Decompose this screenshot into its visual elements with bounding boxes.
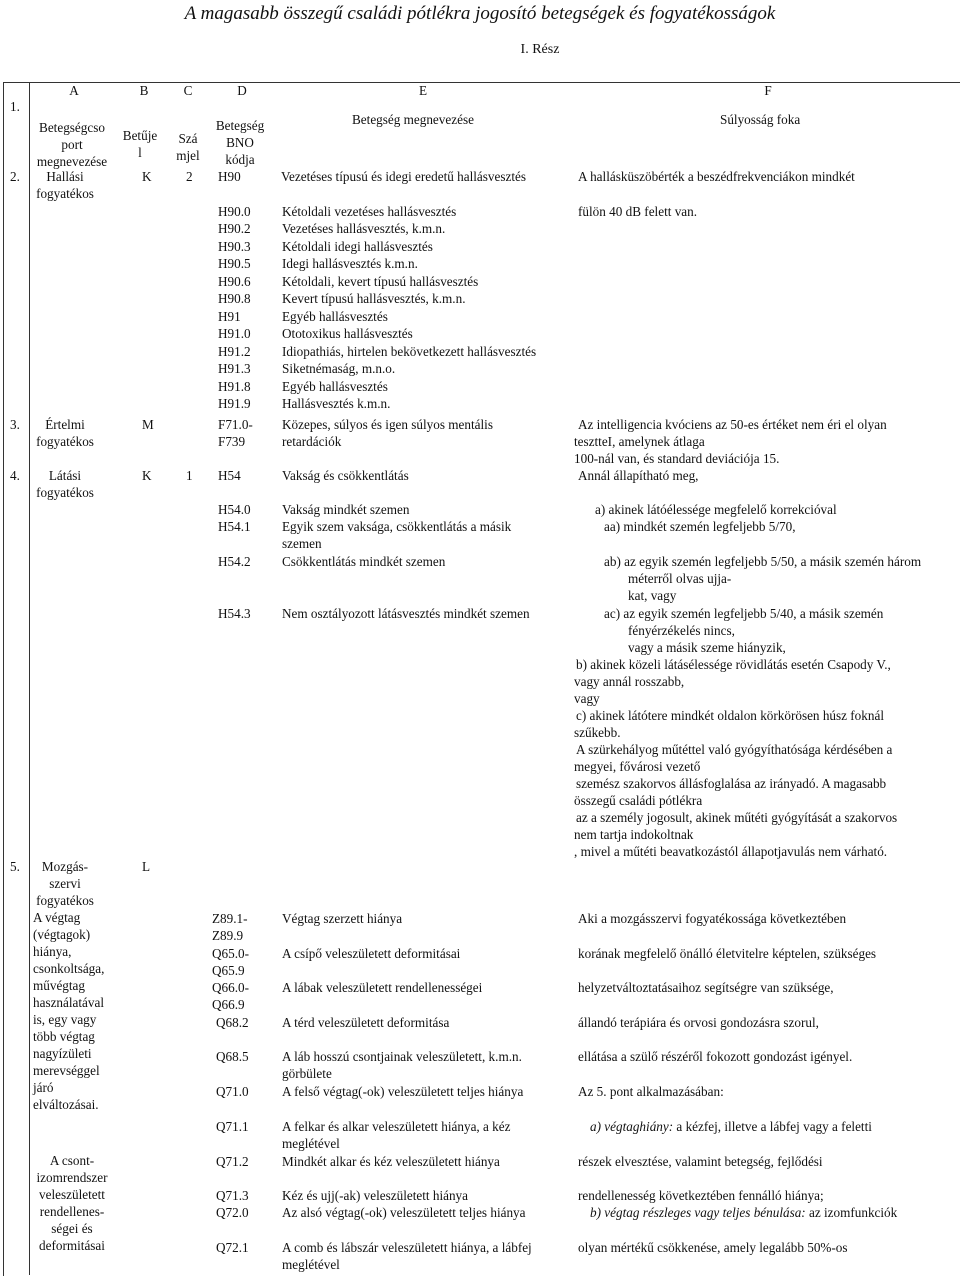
group-letter: L xyxy=(142,859,151,874)
bno-code: Z89.1- Z89.9 xyxy=(212,911,248,943)
severity-text: , mivel a műtéti beavatkozástól állapotjavulás nem várható. xyxy=(574,844,888,859)
group-sign: 2 xyxy=(186,169,193,184)
severity-text: szűkebb. xyxy=(574,725,621,740)
group-number: 4. xyxy=(10,468,20,483)
group-name: Értelmi fogyatékos xyxy=(36,417,94,449)
severity-text: A hallásküszöbérték a beszédfrekvenciákon mindkét xyxy=(578,169,855,184)
bno-code: H90.2 xyxy=(218,221,251,236)
group-sign: 1 xyxy=(186,468,193,483)
severity-text: összegű családi pótlékra xyxy=(574,793,703,808)
disease-name: Vezetéses típusú és idegi eredetű hallásvesztés xyxy=(281,169,526,184)
severity-text: aa) mindkét szemén legfeljebb 5/70, xyxy=(604,519,796,534)
severity-text: b) végtag részleges vagy teljes bénulása: az izomfunkciók xyxy=(590,1205,898,1220)
disease-name: Hallásvesztés k.m.n. xyxy=(282,396,391,411)
severity-text: korának megfelelő önálló életvitelre képtelen, szükséges xyxy=(578,946,877,961)
row-number: 1. xyxy=(10,99,20,114)
disease-name: Kétoldali, kevert típusú hallásvesztés xyxy=(282,274,479,289)
bno-code: Q68.2 xyxy=(216,1015,249,1030)
bno-code: Q68.5 xyxy=(216,1049,249,1064)
disease-name: Idegi hallásvesztés k.m.n. xyxy=(282,256,418,271)
bno-code: H54.0 xyxy=(218,502,251,517)
disease-name: Egyik szem vaksága, csökkentlátás a másik szemen xyxy=(282,519,512,551)
disease-name: Siketnémaság, m.n.o. xyxy=(282,361,396,376)
severity-text: állandó terápiára és orvosi gondozásra szorul, xyxy=(578,1015,819,1030)
header-severity: Súlyosság foka xyxy=(720,112,801,127)
disease-name: Mindkét alkar és kéz veleszületett hiánya xyxy=(282,1154,500,1169)
bno-code: H91.8 xyxy=(218,379,251,394)
bno-code: H54 xyxy=(218,468,241,483)
severity-text: c) akinek látótere mindkét oldalon körkörösen húsz foknál xyxy=(576,708,884,723)
bno-code: Q71.1 xyxy=(216,1119,249,1134)
disease-name: A csípő veleszületett deformitásai xyxy=(282,946,461,961)
disease-name: A felkar és alkar veleszületett hiánya, a kéz meglétével xyxy=(282,1119,511,1151)
severity-text: vagy xyxy=(574,691,600,706)
severity-text: fényérzékelés nincs, xyxy=(628,623,735,638)
severity-text: 100-nál van, és standard deviációja 15. xyxy=(574,451,780,466)
disease-name: Vakság és csökkentlátás xyxy=(282,468,409,483)
group-number: 3. xyxy=(10,417,20,432)
disease-name: Az alsó végtag(-ok) veleszületett teljes hiánya xyxy=(282,1205,526,1220)
header-group-name: Betegségcso port megnevezése xyxy=(36,120,108,169)
header-bno-code: Betegség BNO kódja xyxy=(215,118,265,167)
group-name: Hallási fogyatékos xyxy=(36,169,94,201)
column-divider xyxy=(29,82,30,1275)
bno-code: Q71.2 xyxy=(216,1154,249,1169)
disease-name: A térd veleszületett deformitása xyxy=(282,1015,450,1030)
group-letter: K xyxy=(142,468,152,483)
severity-text: szemész szakorvos állásfoglalása az irányadó. A magasabb xyxy=(576,776,887,791)
severity-text: A szürkehályog műtéttel való gyógyíthatósága kérdésében a xyxy=(576,742,893,757)
bno-code: H54.3 xyxy=(218,606,251,621)
severity-text: b) akinek közeli látásélessége rövidlátás esetén Csapody V., xyxy=(576,657,891,672)
disease-name: Kevert típusú hallásvesztés, k.m.n. xyxy=(282,291,466,306)
disease-name: Közepes, súlyos és igen súlyos mentális retardációk xyxy=(282,417,493,449)
severity-text: Aki a mozgásszervi fogyatékossága következtében xyxy=(578,911,847,926)
severity-text: vagy a másik szeme hiányzik, xyxy=(628,640,786,655)
bno-code: Q71.3 xyxy=(216,1188,249,1203)
column-letter-d: D xyxy=(237,83,247,98)
severity-text: a) végtaghiány: a kézfej, illetve a lábfej vagy a feletti xyxy=(590,1119,872,1134)
disease-name: Ototoxikus hallásvesztés xyxy=(282,326,413,341)
bno-code: H90.0 xyxy=(218,204,251,219)
group-description: A csont- izomrendszer veleszületett rendellenes- ségei és deformitásai xyxy=(36,1153,108,1253)
column-letter-c: C xyxy=(183,83,193,98)
column-letter-a: A xyxy=(69,83,79,98)
severity-text: Az 5. pont alkalmazásában: xyxy=(578,1084,724,1099)
bno-code: H90 xyxy=(218,169,241,184)
bno-code: F71.0- F739 xyxy=(218,417,253,449)
disease-name: Vakság mindkét szemen xyxy=(282,502,410,517)
disease-name: A comb és lábszár veleszületett hiánya, a lábfej meglétével xyxy=(282,1240,532,1272)
severity-text: ac) az egyik szemén legfeljebb 5/40, a másik szemén xyxy=(604,606,884,621)
group-letter: K xyxy=(142,169,152,184)
severity-text: Annál állapítható meg, xyxy=(578,468,699,483)
header-disease-name: Betegség megnevezése xyxy=(352,112,474,127)
bno-code: H54.1 xyxy=(218,519,251,534)
column-letter-f: F xyxy=(764,83,772,98)
bno-code: Q66.0- Q66.9 xyxy=(212,980,249,1012)
bno-code: H90.8 xyxy=(218,291,251,306)
severity-text: vagy annál rosszabb, xyxy=(574,674,685,689)
disease-name: Kétoldali vezetéses hallásvesztés xyxy=(282,204,457,219)
definition-term: b) végtag részleges vagy teljes bénulása: xyxy=(590,1205,806,1220)
severity-text: fülön 40 dB felett van. xyxy=(578,204,698,219)
bno-code: H91.2 xyxy=(218,344,251,359)
severity-text: méterről olvas ujja- xyxy=(628,571,732,586)
severity-text: rendellenesség következtében fennálló hiánya; xyxy=(578,1188,824,1203)
disease-name: Csökkentlátás mindkét szemen xyxy=(282,554,446,569)
severity-text: kat, vagy xyxy=(628,588,677,603)
severity-text: Az intelligencia kvóciens az 50-es értéket nem éri el olyan xyxy=(578,417,887,432)
part-label: I. Rész xyxy=(520,42,560,57)
bno-code: H90.5 xyxy=(218,256,251,271)
disease-name: A láb hosszú csontjainak veleszületett, k.m.n. görbülete xyxy=(282,1049,522,1081)
bno-code: H90.6 xyxy=(218,274,251,289)
group-name: Mozgás- szervi fogyatékos xyxy=(36,859,94,908)
disease-name: Nem osztályozott látásvesztés mindkét szemen xyxy=(282,606,530,621)
disease-name: Kéz és ujj(-ak) veleszületett hiánya xyxy=(282,1188,469,1203)
bno-code: Q72.0 xyxy=(216,1205,249,1220)
disease-name: Végtag szerzett hiánya xyxy=(282,911,403,926)
definition-term: a) végtaghiány: xyxy=(590,1119,674,1134)
severity-text: részek elvesztése, valamint betegség, fejlődési xyxy=(578,1154,823,1169)
column-letter-e: E xyxy=(418,83,428,98)
bno-code: H91.3 xyxy=(218,361,251,376)
bno-code: H91.0 xyxy=(218,326,251,341)
bno-code: Q71.0 xyxy=(216,1084,249,1099)
severity-text: a) akinek látóélessége megfelelő korrekcióval xyxy=(595,502,837,517)
severity-text: az a személy jogosult, akinek műtéti gyógyítását a szakorvos xyxy=(576,810,898,825)
disease-name: A felső végtag(-ok) veleszületett teljes hiánya xyxy=(282,1084,524,1099)
bno-code: H91.9 xyxy=(218,396,251,411)
header-letter-code: Betűje l xyxy=(122,128,158,160)
disease-name: Vezetéses hallásvesztés, k.m.n. xyxy=(282,221,446,236)
bno-code: Q65.0- Q65.9 xyxy=(212,946,249,978)
disease-name: A lábak veleszületett rendellenességei xyxy=(282,980,483,995)
severity-text: ellátása a szülő részéről fokozott gondozást igényel. xyxy=(578,1049,853,1064)
group-number: 5. xyxy=(10,859,20,874)
document-title: A magasabb összegű családi pótlékra jogosító betegségek és fogyatékosságok xyxy=(184,3,776,24)
disease-name: Egyéb hallásvesztés xyxy=(282,309,388,324)
group-name: Látási fogyatékos xyxy=(36,468,94,500)
group-description: A végtag (végtagok) hiánya, csonkoltsága, művégtag használatával is, egy vagy több végtag nagyízületi merevséggel járó elváltozásai. xyxy=(33,910,105,1112)
column-letter-b: B xyxy=(139,83,149,98)
severity-text: nem tartja indokoltnak xyxy=(574,827,694,842)
bno-code: Q72.1 xyxy=(216,1240,249,1255)
group-letter: M xyxy=(142,417,154,432)
severity-text: helyzetváltoztatásaihoz segítségre van szüksége, xyxy=(578,980,834,995)
bno-code: H91 xyxy=(218,309,241,324)
disease-name: Idiopathiás, hirtelen bekövetkezett hallásvesztés xyxy=(282,344,537,359)
bno-code: H54.2 xyxy=(218,554,251,569)
severity-text: megyei, fővárosi vezető xyxy=(574,759,701,774)
bno-code: H90.3 xyxy=(218,239,251,254)
disease-name: Egyéb hallásvesztés xyxy=(282,379,388,394)
severity-text: olyan mértékű csökkenése, amely legalább 50%-os xyxy=(578,1240,848,1255)
severity-text: tesztteI, amelynek átlaga xyxy=(574,434,705,449)
header-sign: Szá mjel xyxy=(176,131,200,163)
severity-text: ab) az egyik szemén legfeljebb 5/50, a másik szemén három xyxy=(604,554,922,569)
group-number: 2. xyxy=(10,169,20,184)
disease-name: Kétoldali idegi hallásvesztés xyxy=(282,239,433,254)
